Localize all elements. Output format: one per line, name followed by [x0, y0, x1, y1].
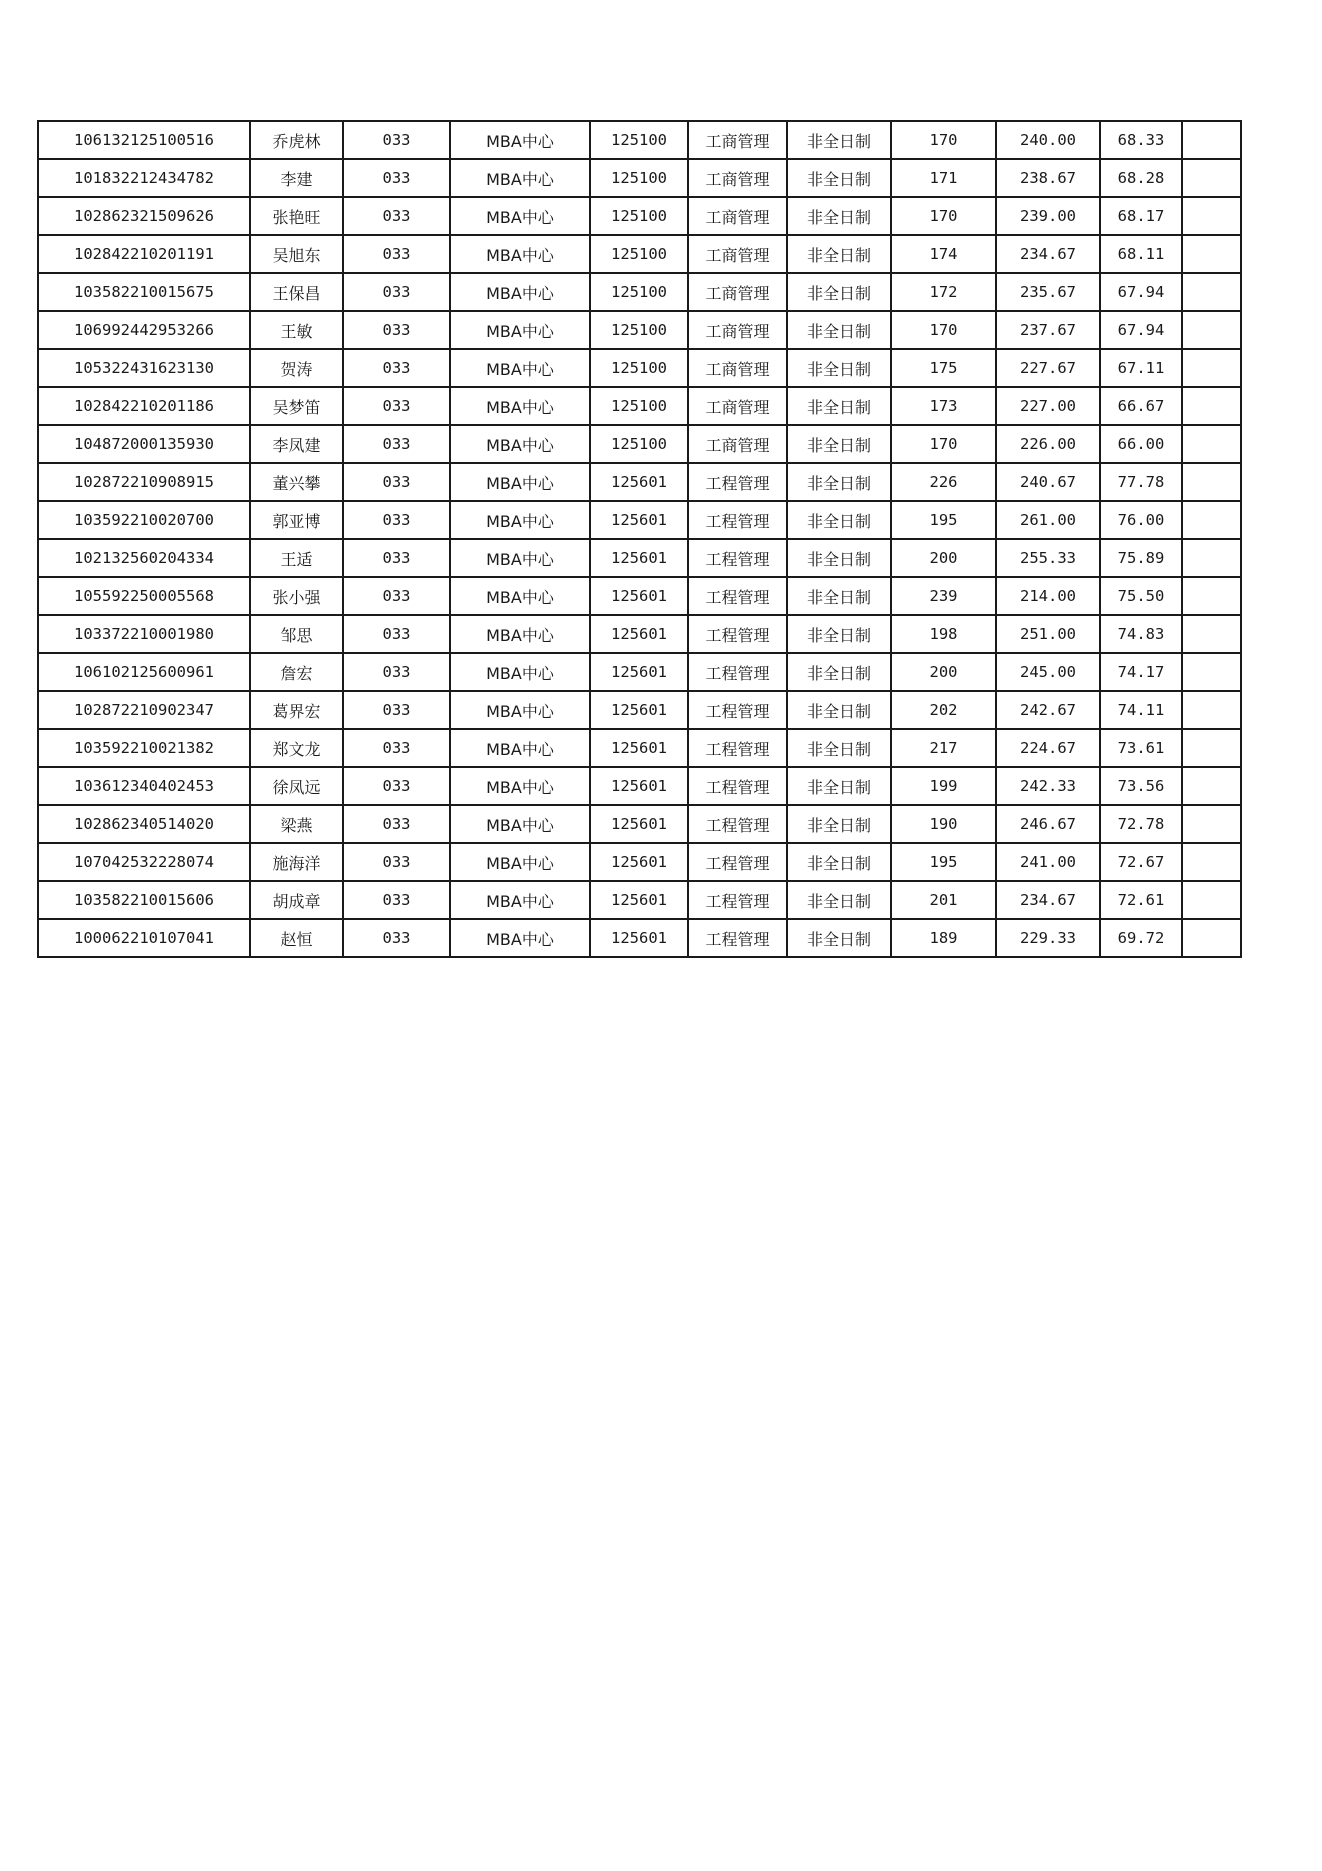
major-name-cell: 工程管理 [688, 463, 787, 501]
major-name-cell: 工程管理 [688, 577, 787, 615]
final-score-cell: 67.94 [1100, 273, 1182, 311]
study-mode-cell: 非全日制 [787, 235, 891, 273]
major-name-cell: 工程管理 [688, 501, 787, 539]
table-row [38, 159, 1241, 197]
unit-name-cell: MBA中心 [450, 881, 590, 919]
major-code-cell: 125601 [590, 881, 688, 919]
candidate-id-cell: 102862340514020 [38, 805, 250, 843]
study-mode-cell: 非全日制 [787, 425, 891, 463]
candidate-id-cell: 103582210015606 [38, 881, 250, 919]
major-code-cell: 125100 [590, 273, 688, 311]
unit-name-cell: MBA中心 [450, 805, 590, 843]
remark-cell [1182, 159, 1241, 197]
unit-name-cell: MBA中心 [450, 843, 590, 881]
unit-name-cell: MBA中心 [450, 615, 590, 653]
final-score-cell: 75.50 [1100, 577, 1182, 615]
total-score-cell: 239 [891, 577, 996, 615]
candidate-name-cell: 施海洋 [250, 843, 343, 881]
table-row [38, 387, 1241, 425]
weighted-score-cell: 237.67 [996, 311, 1100, 349]
remark-cell [1182, 387, 1241, 425]
candidate-id-cell: 103592210020700 [38, 501, 250, 539]
total-score-cell: 195 [891, 501, 996, 539]
major-name-cell: 工商管理 [688, 425, 787, 463]
major-code-cell: 125100 [590, 425, 688, 463]
major-name-cell: 工程管理 [688, 881, 787, 919]
major-name-cell: 工商管理 [688, 121, 787, 159]
results-table [37, 120, 1242, 958]
candidate-name-cell: 张艳旺 [250, 197, 343, 235]
study-mode-cell: 非全日制 [787, 615, 891, 653]
major-code-cell: 125100 [590, 311, 688, 349]
final-score-cell: 66.67 [1100, 387, 1182, 425]
major-name-cell: 工商管理 [688, 387, 787, 425]
major-name-cell: 工程管理 [688, 767, 787, 805]
total-score-cell: 200 [891, 539, 996, 577]
major-name-cell: 工程管理 [688, 805, 787, 843]
candidate-name-cell: 张小强 [250, 577, 343, 615]
study-mode-cell: 非全日制 [787, 501, 891, 539]
major-code-cell: 125601 [590, 767, 688, 805]
unit-code-cell: 033 [343, 577, 450, 615]
unit-code-cell: 033 [343, 159, 450, 197]
candidate-id-cell: 107042532228074 [38, 843, 250, 881]
remark-cell [1182, 653, 1241, 691]
unit-code-cell: 033 [343, 349, 450, 387]
final-score-cell: 74.11 [1100, 691, 1182, 729]
major-name-cell: 工程管理 [688, 615, 787, 653]
table-row [38, 463, 1241, 501]
major-code-cell: 125601 [590, 691, 688, 729]
unit-name-cell: MBA中心 [450, 539, 590, 577]
candidate-name-cell: 乔虎林 [250, 121, 343, 159]
weighted-score-cell: 229.33 [996, 919, 1100, 957]
table-row [38, 425, 1241, 463]
major-code-cell: 125100 [590, 121, 688, 159]
weighted-score-cell: 234.67 [996, 235, 1100, 273]
remark-cell [1182, 197, 1241, 235]
candidate-id-cell: 102872210902347 [38, 691, 250, 729]
unit-code-cell: 033 [343, 729, 450, 767]
candidate-name-cell: 赵恒 [250, 919, 343, 957]
total-score-cell: 171 [891, 159, 996, 197]
unit-name-cell: MBA中心 [450, 235, 590, 273]
candidate-name-cell: 邹思 [250, 615, 343, 653]
major-name-cell: 工程管理 [688, 539, 787, 577]
weighted-score-cell: 255.33 [996, 539, 1100, 577]
total-score-cell: 170 [891, 121, 996, 159]
unit-code-cell: 033 [343, 881, 450, 919]
table-row [38, 349, 1241, 387]
study-mode-cell: 非全日制 [787, 805, 891, 843]
candidate-id-cell: 106102125600961 [38, 653, 250, 691]
study-mode-cell: 非全日制 [787, 691, 891, 729]
final-score-cell: 73.56 [1100, 767, 1182, 805]
major-name-cell: 工商管理 [688, 235, 787, 273]
unit-code-cell: 033 [343, 805, 450, 843]
remark-cell [1182, 501, 1241, 539]
table-row [38, 539, 1241, 577]
unit-code-cell: 033 [343, 501, 450, 539]
candidate-id-cell: 102862321509626 [38, 197, 250, 235]
total-score-cell: 217 [891, 729, 996, 767]
unit-code-cell: 033 [343, 843, 450, 881]
final-score-cell: 69.72 [1100, 919, 1182, 957]
weighted-score-cell: 227.67 [996, 349, 1100, 387]
candidate-name-cell: 吴旭东 [250, 235, 343, 273]
final-score-cell: 72.61 [1100, 881, 1182, 919]
weighted-score-cell: 242.67 [996, 691, 1100, 729]
remark-cell [1182, 235, 1241, 273]
remark-cell [1182, 729, 1241, 767]
candidate-name-cell: 郭亚博 [250, 501, 343, 539]
major-code-cell: 125601 [590, 463, 688, 501]
final-score-cell: 74.17 [1100, 653, 1182, 691]
candidate-id-cell: 105322431623130 [38, 349, 250, 387]
table-row [38, 577, 1241, 615]
study-mode-cell: 非全日制 [787, 843, 891, 881]
remark-cell [1182, 919, 1241, 957]
study-mode-cell: 非全日制 [787, 881, 891, 919]
final-score-cell: 68.33 [1100, 121, 1182, 159]
unit-name-cell: MBA中心 [450, 349, 590, 387]
remark-cell [1182, 311, 1241, 349]
candidate-id-cell: 103592210021382 [38, 729, 250, 767]
unit-code-cell: 033 [343, 767, 450, 805]
final-score-cell: 76.00 [1100, 501, 1182, 539]
major-code-cell: 125100 [590, 387, 688, 425]
candidate-name-cell: 徐凤远 [250, 767, 343, 805]
candidate-id-cell: 103612340402453 [38, 767, 250, 805]
table-row [38, 691, 1241, 729]
candidate-name-cell: 郑文龙 [250, 729, 343, 767]
table-row [38, 881, 1241, 919]
candidate-name-cell: 葛界宏 [250, 691, 343, 729]
total-score-cell: 200 [891, 653, 996, 691]
study-mode-cell: 非全日制 [787, 159, 891, 197]
major-code-cell: 125601 [590, 805, 688, 843]
candidate-id-cell: 105592250005568 [38, 577, 250, 615]
major-name-cell: 工程管理 [688, 691, 787, 729]
candidate-name-cell: 梁燕 [250, 805, 343, 843]
major-code-cell: 125100 [590, 197, 688, 235]
study-mode-cell: 非全日制 [787, 729, 891, 767]
total-score-cell: 202 [891, 691, 996, 729]
major-name-cell: 工商管理 [688, 311, 787, 349]
candidate-id-cell: 101832212434782 [38, 159, 250, 197]
unit-name-cell: MBA中心 [450, 691, 590, 729]
total-score-cell: 195 [891, 843, 996, 881]
unit-name-cell: MBA中心 [450, 463, 590, 501]
unit-code-cell: 033 [343, 463, 450, 501]
candidate-id-cell: 103372210001980 [38, 615, 250, 653]
weighted-score-cell: 251.00 [996, 615, 1100, 653]
total-score-cell: 226 [891, 463, 996, 501]
table-row [38, 729, 1241, 767]
table-row [38, 843, 1241, 881]
study-mode-cell: 非全日制 [787, 767, 891, 805]
total-score-cell: 170 [891, 425, 996, 463]
weighted-score-cell: 234.67 [996, 881, 1100, 919]
weighted-score-cell: 214.00 [996, 577, 1100, 615]
major-code-cell: 125601 [590, 615, 688, 653]
weighted-score-cell: 241.00 [996, 843, 1100, 881]
major-name-cell: 工商管理 [688, 197, 787, 235]
major-code-cell: 125601 [590, 653, 688, 691]
unit-code-cell: 033 [343, 919, 450, 957]
unit-code-cell: 033 [343, 311, 450, 349]
table-row [38, 235, 1241, 273]
candidate-id-cell: 102872210908915 [38, 463, 250, 501]
final-score-cell: 68.28 [1100, 159, 1182, 197]
candidate-name-cell: 李凤建 [250, 425, 343, 463]
weighted-score-cell: 245.00 [996, 653, 1100, 691]
weighted-score-cell: 246.67 [996, 805, 1100, 843]
candidate-id-cell: 100062210107041 [38, 919, 250, 957]
final-score-cell: 72.67 [1100, 843, 1182, 881]
study-mode-cell: 非全日制 [787, 463, 891, 501]
remark-cell [1182, 273, 1241, 311]
unit-code-cell: 033 [343, 387, 450, 425]
candidate-name-cell: 董兴攀 [250, 463, 343, 501]
remark-cell [1182, 843, 1241, 881]
unit-name-cell: MBA中心 [450, 121, 590, 159]
weighted-score-cell: 242.33 [996, 767, 1100, 805]
remark-cell [1182, 425, 1241, 463]
unit-name-cell: MBA中心 [450, 653, 590, 691]
unit-code-cell: 033 [343, 691, 450, 729]
remark-cell [1182, 805, 1241, 843]
weighted-score-cell: 227.00 [996, 387, 1100, 425]
major-name-cell: 工商管理 [688, 273, 787, 311]
candidate-name-cell: 李建 [250, 159, 343, 197]
table-row [38, 615, 1241, 653]
total-score-cell: 198 [891, 615, 996, 653]
study-mode-cell: 非全日制 [787, 387, 891, 425]
unit-code-cell: 033 [343, 273, 450, 311]
total-score-cell: 190 [891, 805, 996, 843]
table-body [38, 121, 1241, 957]
weighted-score-cell: 261.00 [996, 501, 1100, 539]
total-score-cell: 170 [891, 197, 996, 235]
candidate-name-cell: 贺涛 [250, 349, 343, 387]
study-mode-cell: 非全日制 [787, 311, 891, 349]
weighted-score-cell: 238.67 [996, 159, 1100, 197]
major-code-cell: 125601 [590, 539, 688, 577]
unit-name-cell: MBA中心 [450, 273, 590, 311]
unit-code-cell: 033 [343, 235, 450, 273]
final-score-cell: 77.78 [1100, 463, 1182, 501]
candidate-name-cell: 吴梦笛 [250, 387, 343, 425]
candidate-id-cell: 106132125100516 [38, 121, 250, 159]
unit-code-cell: 033 [343, 615, 450, 653]
candidate-name-cell: 王保昌 [250, 273, 343, 311]
total-score-cell: 199 [891, 767, 996, 805]
major-code-cell: 125100 [590, 235, 688, 273]
unit-name-cell: MBA中心 [450, 387, 590, 425]
table-row [38, 919, 1241, 957]
candidate-name-cell: 王敏 [250, 311, 343, 349]
total-score-cell: 172 [891, 273, 996, 311]
total-score-cell: 173 [891, 387, 996, 425]
total-score-cell: 175 [891, 349, 996, 387]
unit-code-cell: 033 [343, 653, 450, 691]
candidate-name-cell: 胡成章 [250, 881, 343, 919]
unit-name-cell: MBA中心 [450, 197, 590, 235]
major-code-cell: 125601 [590, 729, 688, 767]
remark-cell [1182, 881, 1241, 919]
final-score-cell: 73.61 [1100, 729, 1182, 767]
study-mode-cell: 非全日制 [787, 539, 891, 577]
candidate-id-cell: 104872000135930 [38, 425, 250, 463]
major-name-cell: 工程管理 [688, 653, 787, 691]
major-code-cell: 125601 [590, 843, 688, 881]
candidate-id-cell: 103582210015675 [38, 273, 250, 311]
candidate-id-cell: 102842210201186 [38, 387, 250, 425]
table-row [38, 653, 1241, 691]
weighted-score-cell: 235.67 [996, 273, 1100, 311]
unit-name-cell: MBA中心 [450, 425, 590, 463]
study-mode-cell: 非全日制 [787, 349, 891, 387]
major-code-cell: 125601 [590, 577, 688, 615]
major-name-cell: 工程管理 [688, 843, 787, 881]
unit-name-cell: MBA中心 [450, 767, 590, 805]
major-name-cell: 工程管理 [688, 729, 787, 767]
study-mode-cell: 非全日制 [787, 653, 891, 691]
major-code-cell: 125100 [590, 349, 688, 387]
table-row [38, 311, 1241, 349]
weighted-score-cell: 240.67 [996, 463, 1100, 501]
final-score-cell: 67.11 [1100, 349, 1182, 387]
weighted-score-cell: 240.00 [996, 121, 1100, 159]
unit-name-cell: MBA中心 [450, 919, 590, 957]
unit-code-cell: 033 [343, 197, 450, 235]
candidate-id-cell: 102842210201191 [38, 235, 250, 273]
final-score-cell: 67.94 [1100, 311, 1182, 349]
final-score-cell: 68.17 [1100, 197, 1182, 235]
remark-cell [1182, 539, 1241, 577]
table-row [38, 805, 1241, 843]
final-score-cell: 75.89 [1100, 539, 1182, 577]
table-row [38, 197, 1241, 235]
final-score-cell: 66.00 [1100, 425, 1182, 463]
remark-cell [1182, 615, 1241, 653]
unit-name-cell: MBA中心 [450, 159, 590, 197]
major-code-cell: 125601 [590, 919, 688, 957]
weighted-score-cell: 226.00 [996, 425, 1100, 463]
table-row [38, 121, 1241, 159]
final-score-cell: 68.11 [1100, 235, 1182, 273]
study-mode-cell: 非全日制 [787, 273, 891, 311]
remark-cell [1182, 691, 1241, 729]
table-row [38, 501, 1241, 539]
weighted-score-cell: 224.67 [996, 729, 1100, 767]
major-code-cell: 125601 [590, 501, 688, 539]
candidate-id-cell: 106992442953266 [38, 311, 250, 349]
total-score-cell: 201 [891, 881, 996, 919]
remark-cell [1182, 463, 1241, 501]
candidate-name-cell: 詹宏 [250, 653, 343, 691]
major-code-cell: 125100 [590, 159, 688, 197]
remark-cell [1182, 767, 1241, 805]
unit-code-cell: 033 [343, 425, 450, 463]
major-name-cell: 工商管理 [688, 159, 787, 197]
remark-cell [1182, 349, 1241, 387]
table-row [38, 767, 1241, 805]
final-score-cell: 72.78 [1100, 805, 1182, 843]
weighted-score-cell: 239.00 [996, 197, 1100, 235]
total-score-cell: 189 [891, 919, 996, 957]
unit-name-cell: MBA中心 [450, 577, 590, 615]
final-score-cell: 74.83 [1100, 615, 1182, 653]
total-score-cell: 174 [891, 235, 996, 273]
unit-name-cell: MBA中心 [450, 501, 590, 539]
study-mode-cell: 非全日制 [787, 577, 891, 615]
study-mode-cell: 非全日制 [787, 121, 891, 159]
candidate-name-cell: 王适 [250, 539, 343, 577]
candidate-id-cell: 102132560204334 [38, 539, 250, 577]
remark-cell [1182, 121, 1241, 159]
unit-code-cell: 033 [343, 121, 450, 159]
unit-name-cell: MBA中心 [450, 311, 590, 349]
major-name-cell: 工程管理 [688, 919, 787, 957]
major-name-cell: 工商管理 [688, 349, 787, 387]
unit-name-cell: MBA中心 [450, 729, 590, 767]
table-row [38, 273, 1241, 311]
total-score-cell: 170 [891, 311, 996, 349]
study-mode-cell: 非全日制 [787, 197, 891, 235]
study-mode-cell: 非全日制 [787, 919, 891, 957]
remark-cell [1182, 577, 1241, 615]
unit-code-cell: 033 [343, 539, 450, 577]
